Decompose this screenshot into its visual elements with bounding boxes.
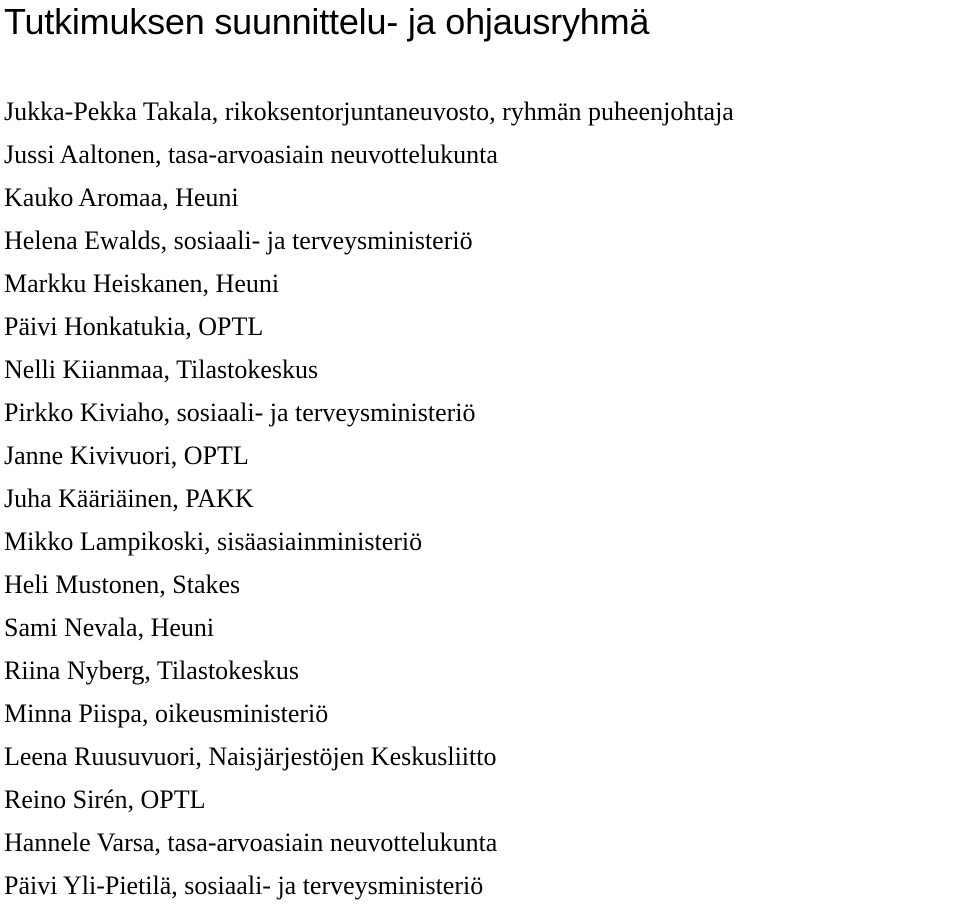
member-item: Nelli Kiianmaa, Tilastokeskus <box>4 355 319 384</box>
member-list <box>4 90 734 907</box>
member-item: Minna Piispa, oikeusministeriö <box>4 699 329 728</box>
member-item: Leena Ruusuvuori, Naisjärjestöjen Keskusliitto <box>4 742 497 771</box>
member-item: Hannele Varsa, tasa-arvoasiain neuvottelukunta <box>4 828 498 857</box>
member-item: Markku Heiskanen, Heuni <box>4 269 280 298</box>
member-item: Jussi Aaltonen, tasa-arvoasiain neuvottelukunta <box>4 140 498 169</box>
member-item: Kauko Aromaa, Heuni <box>4 183 239 212</box>
member-item: Heli Mustonen, Stakes <box>4 570 241 599</box>
member-item: Päivi Honkatukia, OPTL <box>4 312 264 341</box>
page-title: Tutkimuksen suunnittelu- ja ohjausryhmä <box>4 1 650 42</box>
member-item: Helena Ewalds, sosiaali- ja terveysministeriö <box>4 226 473 255</box>
member-item: Jukka-Pekka Takala, rikoksentorjuntaneuvosto, ryhmän puheenjohtaja <box>4 97 734 126</box>
member-item: Janne Kivivuori, OPTL <box>4 441 249 470</box>
member-item: Riina Nyberg, Tilastokeskus <box>4 656 299 685</box>
member-item: Pirkko Kiviaho, sosiaali- ja terveysministeriö <box>4 398 476 427</box>
member-item: Mikko Lampikoski, sisäasiainministeriö <box>4 527 423 556</box>
member-item: Reino Sirén, OPTL <box>4 785 206 814</box>
member-item: Sami Nevala, Heuni <box>4 613 215 642</box>
member-item: Juha Kääriäinen, PAKK <box>4 484 254 513</box>
member-item: Päivi Yli-Pietilä, sosiaali- ja terveysministeriö <box>4 871 484 900</box>
